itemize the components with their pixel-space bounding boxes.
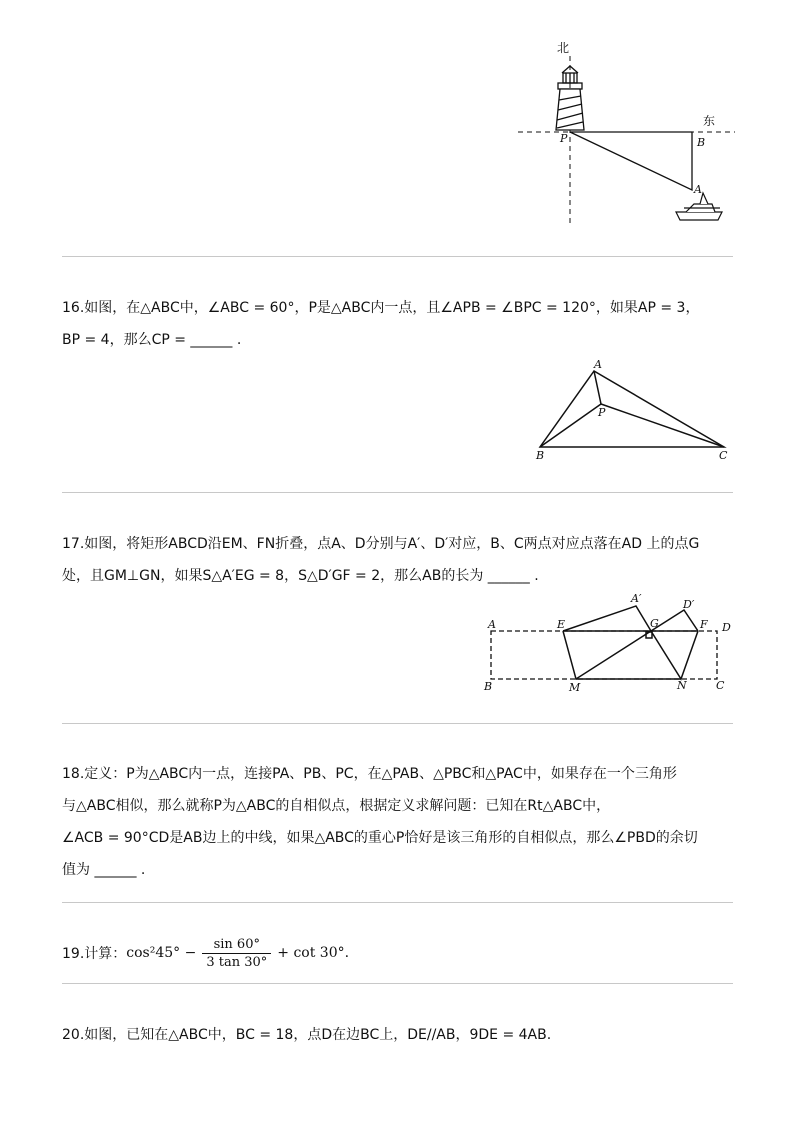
point-a-label: A xyxy=(694,183,702,196)
divider xyxy=(62,256,733,257)
folded-rectangle-figure xyxy=(480,590,740,695)
question-16-line-2: BP = 4，那么CP = ______ . xyxy=(62,332,242,348)
divider xyxy=(62,902,733,903)
point-a-prime-label: A′ xyxy=(631,592,642,605)
question-19-term1: cos²45° − xyxy=(126,945,197,961)
question-18-line-4: 值为 ______ . xyxy=(62,862,146,878)
east-label: 东 xyxy=(703,114,716,128)
ship-icon xyxy=(676,193,722,220)
divider xyxy=(62,983,733,984)
point-m-label: M xyxy=(569,681,581,694)
point-n-label: N xyxy=(677,679,687,692)
question-19-prefix: 19.计算： xyxy=(62,946,127,962)
point-a-label: A xyxy=(594,358,602,371)
question-19-suffix: + cot 30°. xyxy=(277,945,350,961)
point-g-label: G xyxy=(650,617,659,630)
point-d-prime-label: D′ xyxy=(683,598,695,611)
point-d-label: D xyxy=(722,621,731,634)
point-p-label: P xyxy=(560,132,568,145)
point-p-label: P xyxy=(598,406,606,419)
question-19-fraction xyxy=(202,936,271,971)
point-b-label: B xyxy=(697,136,706,149)
question-17-line-2: 处，且GM⊥GN，如果S△A′EG = 8，S△D′GF = 2，那么AB的长为 ______ . xyxy=(62,568,539,584)
fraction-numerator: sin 60° xyxy=(213,936,260,952)
divider xyxy=(62,492,733,493)
question-17-line-1: 17.如图，将矩形ABCD沿EM、FN折叠，点A、D分别与A′、D′对应，B、C两点对应点落在AD 上的点G xyxy=(62,536,700,552)
point-c-label: C xyxy=(716,679,725,692)
point-a-label: A xyxy=(488,618,496,631)
north-label: 北 xyxy=(557,41,570,55)
question-16-line-1: 16.如图，在△ABC中，∠ABC = 60°，P是△ABC内一点，且∠APB = ∠BPC = 120°，如果AP = 3， xyxy=(62,300,700,316)
triangle-figure-16 xyxy=(530,355,740,465)
point-b-label: B xyxy=(536,449,545,462)
lighthouse-figure xyxy=(510,40,740,230)
question-18-line-2: 与△ABC相似，那么就称P为△ABC的自相似点，根据定义求解问题：已知在Rt△ABC中， xyxy=(62,798,611,814)
lighthouse-icon xyxy=(556,66,584,130)
point-f-label: F xyxy=(700,618,708,631)
question-18-line-3: ∠ACB = 90°CD是AB边上的中线，如果△ABC的重心P恰好是该三角形的自相似点，那么∠PBD的余切 xyxy=(62,830,698,846)
point-c-label: C xyxy=(719,449,728,462)
divider xyxy=(62,723,733,724)
question-18-line-1: 18.定义：P为△ABC内一点，连接PA、PB、PC，在△PAB、△PBC和△PAC中，如果存在一个三角形 xyxy=(62,766,677,782)
point-e-label: E xyxy=(557,618,566,631)
question-20-line-1: 20.如图，已知在△ABC中，BC = 18，点D在边BC上，DE//AB，9DE = 4AB. xyxy=(62,1027,552,1043)
question-19 xyxy=(62,932,349,974)
point-b-label: B xyxy=(484,680,493,693)
fraction-denominator: 3 tan 30° xyxy=(206,954,268,970)
